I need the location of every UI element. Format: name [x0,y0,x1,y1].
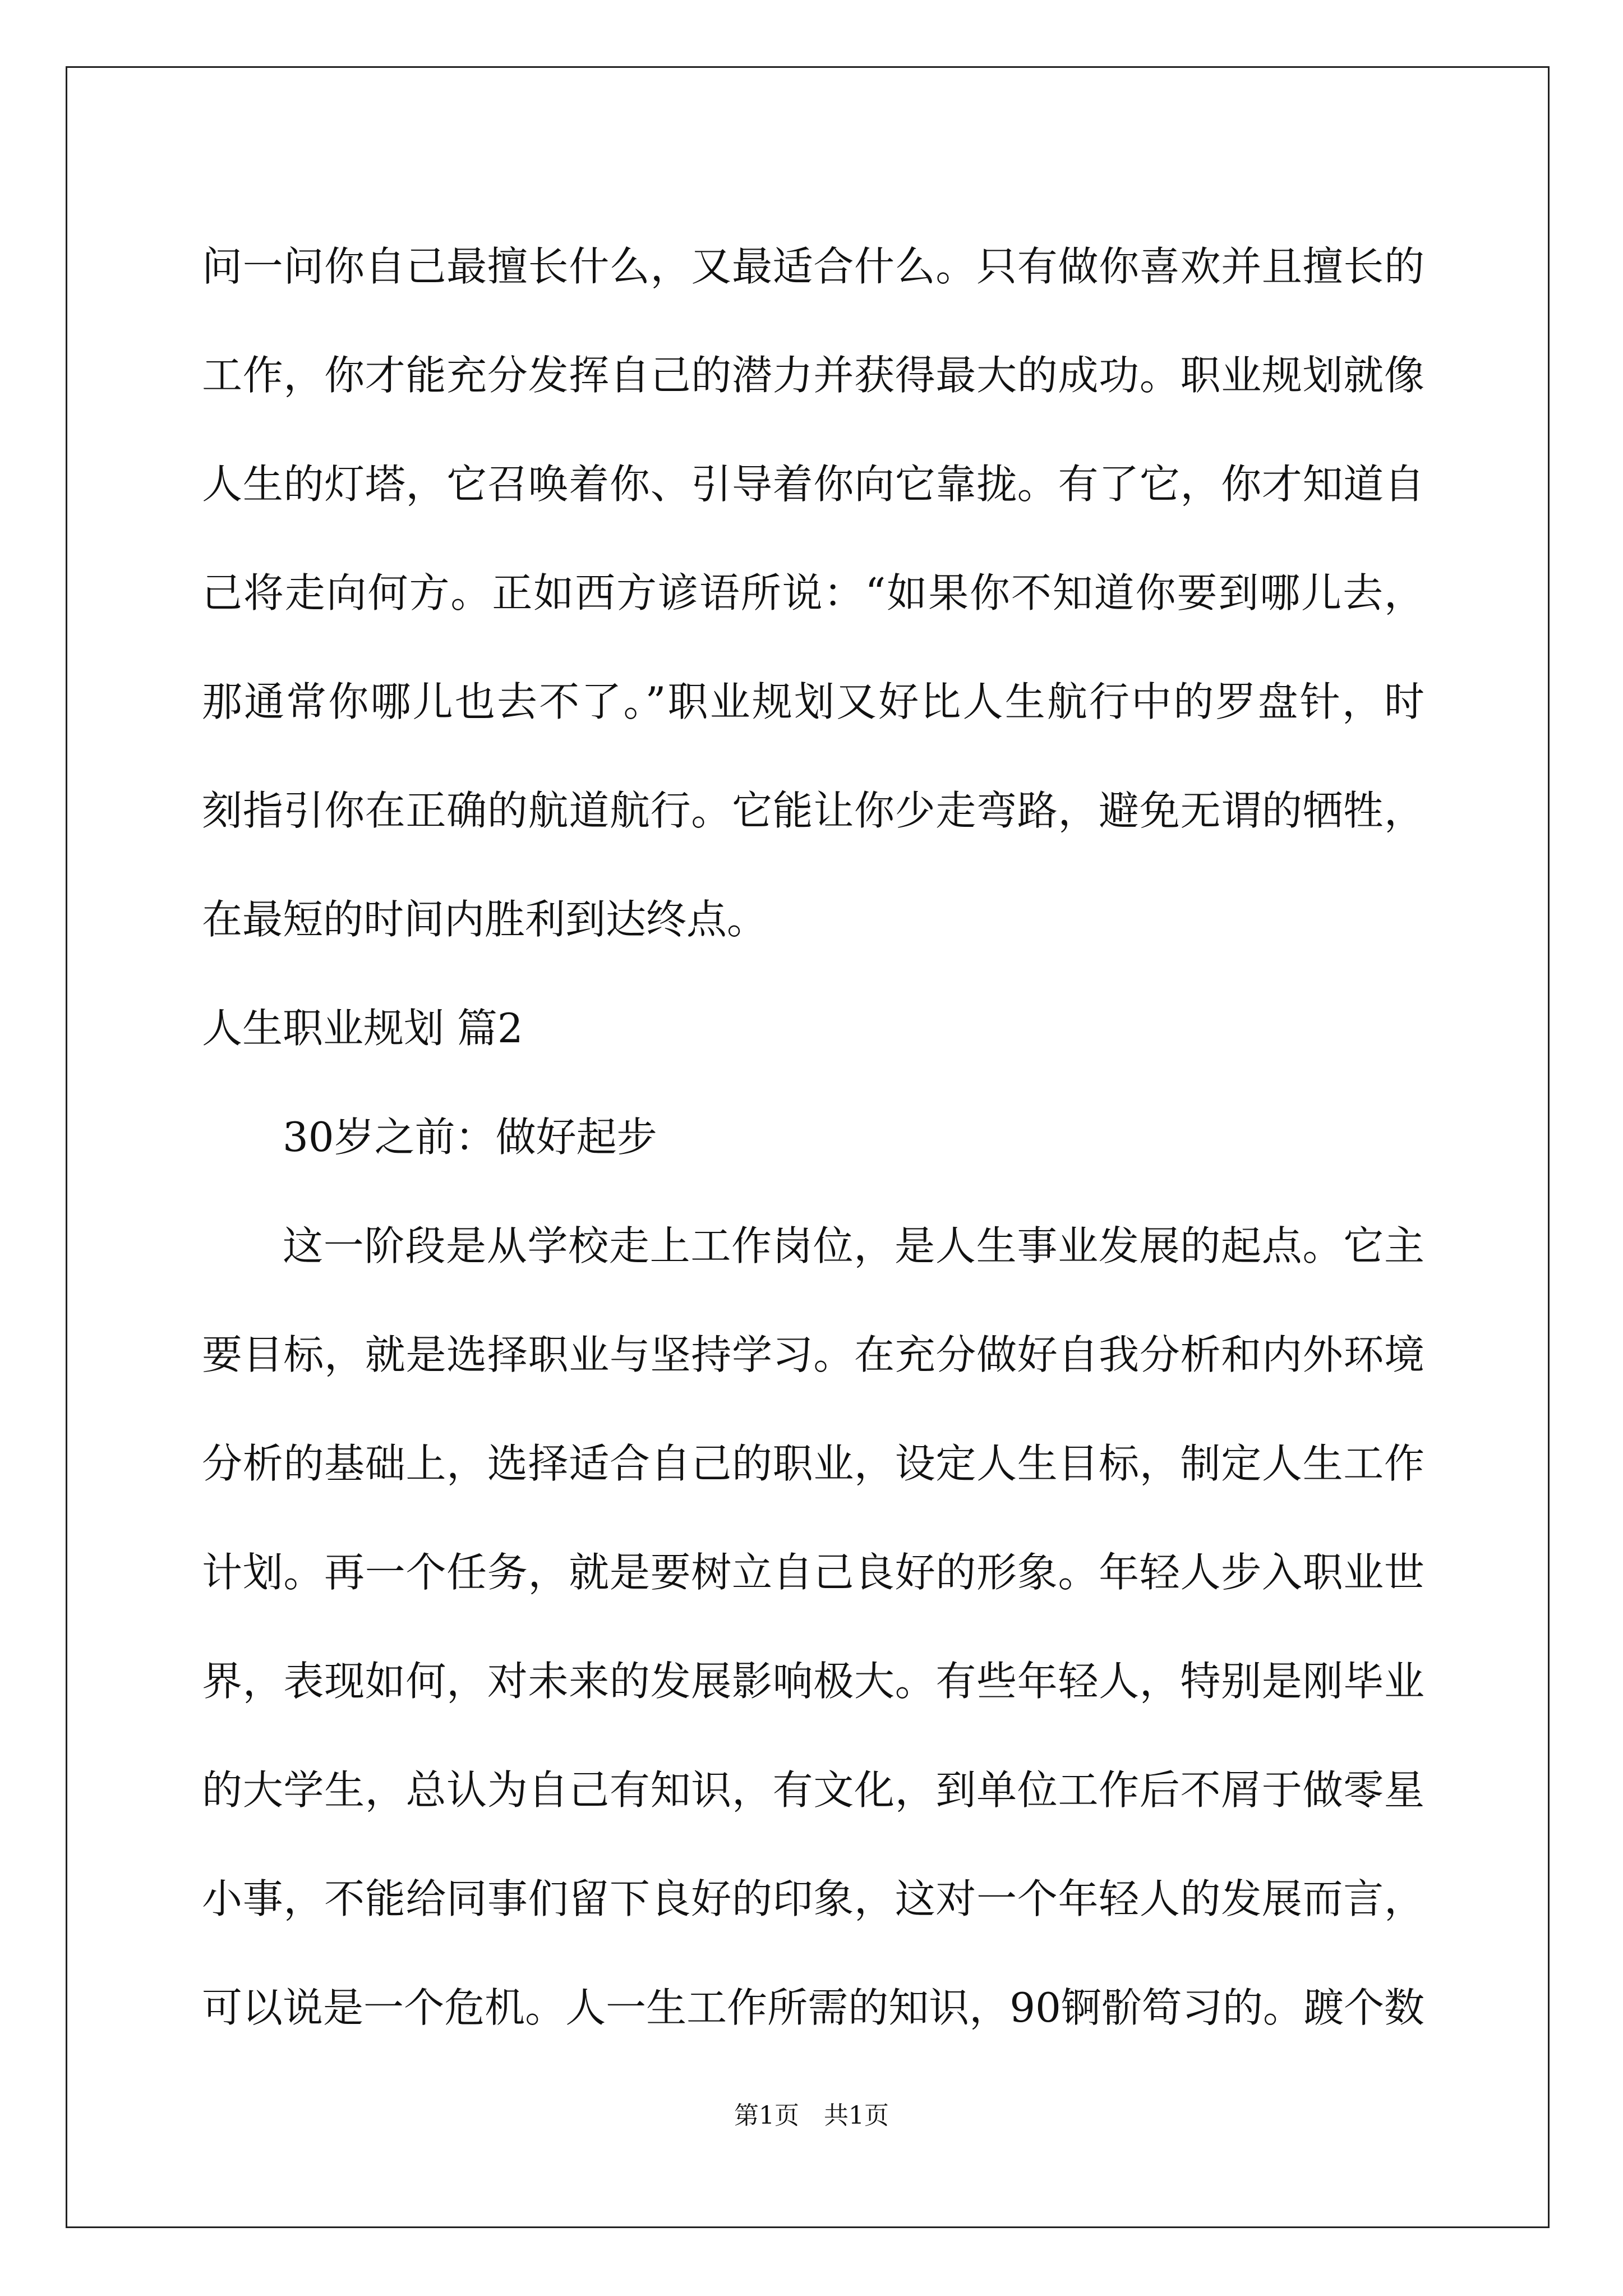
text-line: 己将走向何方。正如西方谚语所说：“如果你不知道你要到哪儿去， [202,569,1424,616]
text-line: 那通常你哪儿也去不了。”职业规划又好比人生航行中的罗盘针，时 [202,678,1424,725]
text-line: 在最短的时间内胜利到达终点。 [202,896,768,943]
text-line: 人生的灯塔，它召唤着你、引导着你向它靠拢。有了它，你才知道自 [202,461,1424,508]
text-line: 这一阶段是从学校走上工作岗位，是人生事业发展的起点。它主 [283,1222,1424,1269]
paragraph-2 [202,1191,1424,2062]
text-line: 分析的基础上，选择适合自己的职业，设定人生目标，制定人生工作 [202,1440,1424,1487]
text-line: 工作，你才能充分发挥自己的潜力并获得最大的成功。职业规划就像 [202,352,1424,399]
paragraph-1 [202,212,1424,974]
text-line: 要目标，就是选择职业与坚持学习。在充分做好自我分析和内外环境 [202,1331,1424,1378]
text-line: 问一问你自己最擅长什么，又最适合什么。只有做你喜欢并且擅长的 [202,243,1424,290]
text-line: 界，表现如何，对未来的发展影响极大。有些年轻人，特别是刚毕业 [202,1658,1424,1705]
text-line: 小事，不能给同事们留下良好的印象，这对一个年轻人的发展而言， [202,1875,1424,1922]
text-line: 的大学生，总认为自己有知识，有文化，到单位工作后不屑于做零星 [202,1766,1424,1814]
subheading: 30岁之前：做好起步 [283,1114,657,1161]
text-line: 可以说是一个危机。人一生工作所需的知识，90锕骱笱习的。踱个数 [202,1984,1424,2031]
document-body [202,212,1424,2062]
section-heading: 人生职业规划 篇2 [202,1005,523,1052]
page-footer: 第1页 共1页 [734,2101,889,2130]
text-line: 刻指引你在正确的航道航行。它能让你少走弯路，避免无谓的牺牲， [202,787,1424,834]
text-line: 计划。再一个任务，就是要树立自己良好的形象。年轻人步入职业世 [202,1549,1424,1596]
